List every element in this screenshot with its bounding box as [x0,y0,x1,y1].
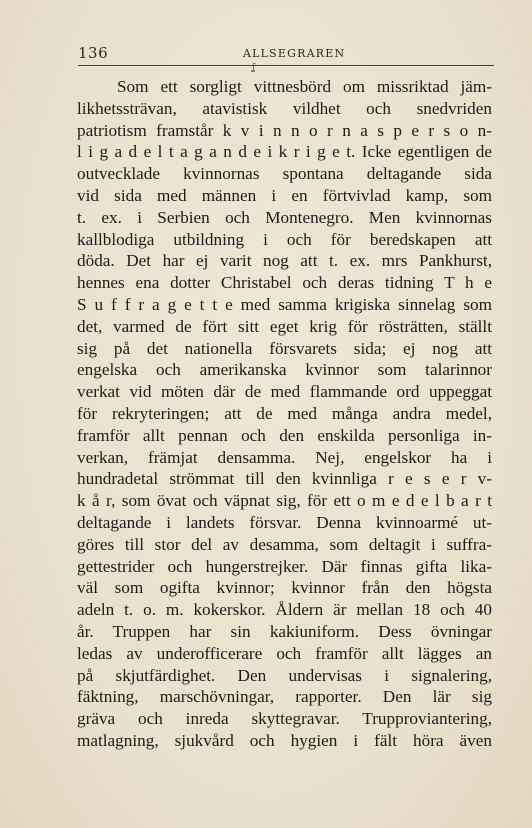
text-line: det, varmed de fört sitt eget krig för rösträtten, ställt [77,316,492,336]
text-line: k å r, som övat och väpnat sig, för ett o m e d e l b a r t [77,491,492,511]
text-line: framför allt pennan och den enskilda personliga in- [77,425,492,445]
text-line: på skjutfärdighet. Den undervisas i signalering, [77,665,492,685]
text-line: gräva och inreda skyttegravar. Trupproviantering, [77,709,492,729]
ink-mark: ʆ [252,63,255,73]
text-line: döda. Det har ej varit nog att t. ex. mrs Pankhurst, [77,251,492,271]
text-line: outvecklade kvinnornas spontana deltagande sida [77,164,492,184]
text-line: deltagande i landets försvar. Denna kvinnoarmé ut- [77,512,492,532]
text-line: patriotism framstår k v i n n o r n a s p e r s o n- [77,120,492,140]
text-line: verkan, främjat densamma. Nej, engelskor ha i [77,447,492,467]
header-rule [78,65,494,66]
text-line: år. Truppen har sin kakiuniform. Dess övningar [77,621,492,641]
text-line: l i g a d e l t a g a n d e i k r i g e t. Icke egentligen de [77,142,492,162]
text-line: väl som ogifta kvinnor; kvinnor från den högsta [77,578,492,598]
text-line: engelska och amerikanska kvinnor som talarinnor [77,360,492,380]
text-line: gettestrider och hungerstrejker. Där finnas gifta lika- [77,556,492,576]
text-line: sig på det nationella försvarets sida; ej nog att [77,338,492,358]
text-line: verkat vid möten där de med flammande ord uppeggat [77,382,492,402]
running-title: ALLSEGRAREN [243,47,346,60]
text-line: S u f f r a g e t t e med samma krigiska sinnelag som [77,294,492,314]
text-line: likhetssträvan, atavistisk vildhet och snedvriden [77,98,492,118]
text-line: fäktning, marschövningar, rapporter. Den lär sig [77,687,492,707]
page-number: 136 [78,44,109,62]
text-line: Som ett sorgligt vittnesbörd om missriktad jäm- [117,77,492,96]
text-line: hundradetal strömmat till den kvinnliga r e s e r v- [77,469,492,489]
text-line: adeln t. o. m. kokerskor. Åldern är mellan 18 och 40 [77,600,492,620]
text-line: ledas av underofficerare och framför allt lägges an [77,643,492,663]
page-header [78,44,494,66]
text-line: vid sida med männen i en förtvivlad kamp, som [77,185,492,205]
text-line: matlagning, sjukvård och hygien i fält höra även [77,730,492,750]
text-line: hennes ena dotter Christabel och deras tidning T h e [77,273,492,293]
text-line: t. ex. i Serbien och Montenegro. Men kvinnornas [77,207,492,227]
text-line: göres till stor del av desamma, som deltagit i suffra- [77,534,492,554]
text-line: för rekryteringen; att de med många andra medel, [77,403,492,423]
body-text [77,76,492,752]
text-line: kallblodiga utbildning i och för beredskapen att [77,229,492,249]
